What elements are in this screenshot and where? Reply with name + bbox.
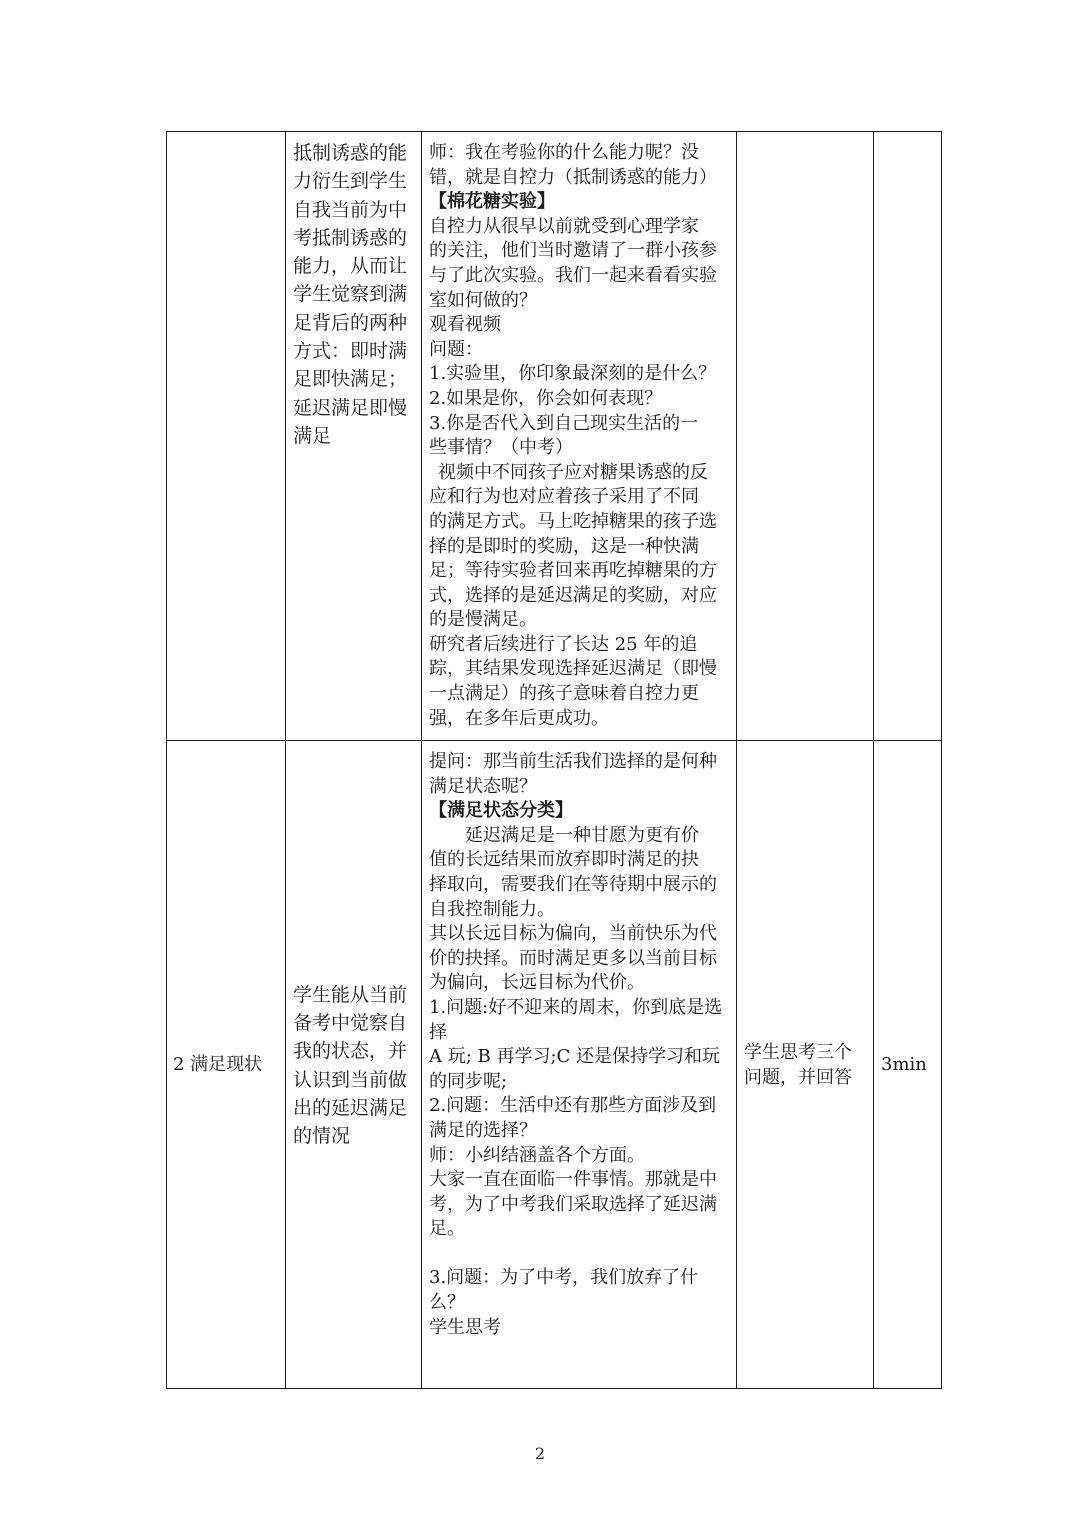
text-line: 室如何做的？ [429, 289, 537, 311]
lesson-plan-table [166, 131, 942, 1389]
teaching-process-cell [422, 132, 737, 741]
text-line: 择的是即时的奖励，这是一种快满 [429, 535, 699, 557]
text-line: 延迟满足是一种甘愿为更有价 [465, 824, 699, 846]
text-line: 2.问题：生活中还有那些方面涉及到 [429, 1095, 717, 1117]
objective-text: 抵制诱惑的能力衍生到学生自我当前为中考抵制诱惑的能力，从而让学生觉察到满足背后的两种方式：即时满足即快满足；延迟满足即慢满足 [293, 142, 408, 447]
text-line: 视频中不同孩子应对糖果诱惑的反 [438, 461, 708, 483]
section-heading: 【棉花糖实验】 [429, 191, 555, 213]
text-line: 为偏向，长远目标为代价。 [429, 972, 645, 994]
text-line: 师：我在考验你的什么能力呢？没 [429, 142, 699, 163]
text-line: 足；等待实验者回来再吃掉糖果的方 [429, 560, 717, 582]
text-line: 1.问题:好不迎来的周末，你到底是选 [429, 996, 723, 1018]
text-line: 2.如果是你，你会如何表现？ [429, 387, 663, 409]
objective-cell [286, 132, 422, 741]
text-line: 错，就是自控力（抵制诱惑的能力） [429, 166, 717, 188]
text-line: A 玩; B 再学习;C 还是保持学习和玩 [429, 1046, 721, 1068]
text-line: 提问：那当前生活我们选择的是何种 [429, 751, 717, 772]
text-line: 值的长远结果而放弃即时满足的抉 [429, 849, 699, 871]
text-line: 一点满足）的孩子意味着自控力更 [429, 683, 699, 705]
text-line: 式，选择的是延迟满足的奖励，对应 [429, 584, 717, 606]
student-activity-cell [737, 741, 874, 1389]
table-row [167, 132, 942, 741]
objective-cell [286, 741, 422, 1389]
text-line: 么？ [429, 1292, 465, 1314]
student-activity-cell [737, 132, 874, 741]
text-line: 自控力从很早以前就受到心理学家 [429, 215, 699, 237]
text-line: 师：小纠结涵盖各个方面。 [429, 1144, 645, 1166]
text-line: 的同步呢; [429, 1070, 508, 1092]
text-line: 足。 [429, 1218, 465, 1240]
text-line: 强，在多年后更成功。 [429, 707, 609, 729]
time-cell [874, 741, 942, 1389]
text-line: 观看视频 [429, 314, 501, 336]
text-line: 大家一直在面临一件事情。那就是中 [429, 1169, 717, 1191]
stage-text: 2 满足现状 [173, 1054, 263, 1076]
time-cell [874, 132, 942, 741]
text-line: 择取向，需要我们在等待期中展示的 [429, 873, 717, 895]
text-line: 些事情？（中考） [429, 437, 573, 459]
section-heading: 【满足状态分类】 [429, 800, 573, 822]
page-number: 2 [534, 1444, 546, 1463]
text-line [429, 1242, 730, 1267]
text-line: 问题： [429, 338, 483, 360]
teaching-process-cell [422, 741, 737, 1389]
text-line: 考，为了中考我们采取选择了延迟满 [429, 1193, 717, 1215]
text-line: 3.你是否代入到自己现实生活的一 [429, 412, 699, 434]
text-line: 其以长远目标为偏向，当前快乐为代 [429, 923, 717, 945]
stage-cell [167, 741, 286, 1389]
table-row [167, 741, 942, 1389]
text-line: 1.实验里，你印象最深刻的是什么？ [429, 363, 717, 385]
text-line: 满足状态呢？ [429, 775, 537, 797]
text-line: 自我控制能力。 [429, 898, 555, 920]
text-line: 应和行为也对应着孩子采用了不同 [429, 486, 699, 508]
text-line: 的关注，他们当时邀请了一群小孩参 [429, 240, 717, 262]
text-line: 研究者后续进行了长达 25 年的追 [429, 633, 698, 655]
time-text: 3min [881, 1054, 927, 1076]
text-line: 与了此次实验。我们一起来看看实验 [429, 264, 717, 286]
text-line: 踪，其结果发现选择延迟满足（即慢 [429, 658, 717, 680]
text-line: 择 [429, 1021, 447, 1043]
student-activity-text: 学生思考三个问题，并回答 [744, 1041, 852, 1088]
teaching-process-text [422, 132, 736, 739]
objective-text: 学生能从当前备考中觉察自我的状态，并认识到当前做出的延迟满足的情况 [293, 983, 408, 1148]
text-line: 3.问题：为了中考，我们放弃了什 [429, 1267, 699, 1289]
text-line: 满足的选择？ [429, 1119, 537, 1141]
text-line: 价的抉择。而时满足更多以当前目标 [429, 947, 717, 969]
teaching-process-text [422, 741, 736, 1348]
text-line: 的是慢满足。 [429, 609, 537, 631]
text-line: 学生思考 [429, 1316, 501, 1338]
stage-cell [167, 132, 286, 741]
text-line: 的满足方式。马上吃掉糖果的孩子选 [429, 510, 717, 532]
